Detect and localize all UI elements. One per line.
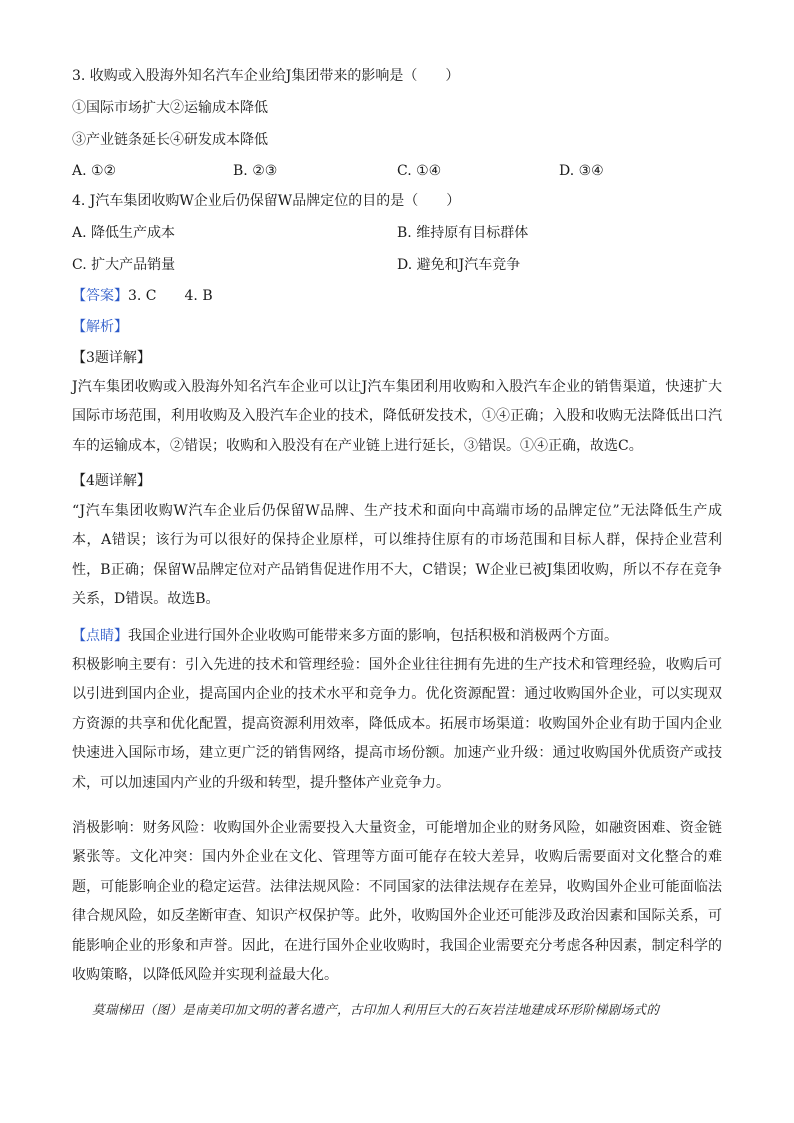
detail-4-body: “J汽车集团收购W汽车企业后仍保留W品牌、生产技术和面向中高端市场的品牌定位”无法降低生产成本，A错误；该行为可以很好的保持企业原样，可以维持住原有的市场范围和目标人群，保持企业营利性，B正确；保留W品牌定位对产品销售促进作用不大，C错误；W企业已被J集团收购，所以不存在竞争关系，D错误。故选B。 <box>72 503 722 608</box>
comment-label: 【点睛】 <box>72 628 128 644</box>
question-4-stem: 4. J汽车集团收购W企业后仍保留W品牌定位的目的是（ ） <box>72 193 461 209</box>
comment-line <box>72 626 618 646</box>
question-3-statement-line-1: ①国际市场扩大②运输成本降低 <box>72 100 268 116</box>
detail-3-body: J汽车集团收购或入股海外知名汽车企业可以让J汽车集团利用收购和入股汽车企业的销售渠道，快速扩大国际市场范围，利用收购及入股汽车企业的技术，降低研发技术，①④正确；入股和收购无法降低出口汽车的运输成本，②错误；收购和入股没有在产业链上进行延长，③错误。①④正确，故选C。 <box>72 379 722 454</box>
answer-line <box>72 286 213 306</box>
question-3-option-d: D. ③④ <box>559 163 604 179</box>
detail-4-heading: 【4题详解】 <box>72 473 151 489</box>
next-material-intro: 莫瑞梯田（图）是南美印加文明的著名遗产，古印加人利用巨大的石灰岩洼地建成环形阶梯剧场式的 <box>92 1002 660 1017</box>
comment-negative-paragraph: 消极影响：财务风险：收购国外企业需要投入大量资金，可能增加企业的财务风险，如融资困难、资金链紧张等。文化冲突：国内外企业在文化、管理等方面可能存在较大差异，收购后需要面对文化整合的难题，可能影响企业的稳定运营。法律法规风险：不同国家的法律法规存在差异，收购国外企业可能面临法律合规风险，如反垄断审查、知识产权保护等。此外，收购国外企业还可能涉及政治因素和国际关系，可能影响企业的形象和声誉。因此，在进行国外企业收购时，我国企业需要充分考虑各种因素，制定科学的收购策略，以降低风险并实现利益最大化。 <box>72 820 722 984</box>
question-4-option-d: D. 避免和J汽车竞争 <box>397 257 521 273</box>
answer-label: 【答案】 <box>72 288 128 304</box>
question-3-stem: 3. 收购或入股海外知名汽车企业给J集团带来的影响是（ ） <box>72 68 460 84</box>
question-4-option-a: A. 降低生产成本 <box>72 225 176 241</box>
question-3-statement-line-2: ③产业链条延长④研发成本降低 <box>72 132 268 148</box>
question-3-option-a: A. ①② <box>72 163 117 179</box>
analysis-label: 【解析】 <box>72 319 128 335</box>
answer-text: 3. C 4. B <box>128 288 213 304</box>
comment-intro: 我国企业进行国外企业收购可能带来多方面的影响，包括积极和消极两个方面。 <box>128 628 618 644</box>
question-4-option-b: B. 维持原有目标群体 <box>397 225 529 241</box>
question-3-option-c: C. ①④ <box>397 163 442 179</box>
detail-3-heading: 【3题详解】 <box>72 350 151 366</box>
comment-positive-paragraph: 积极影响主要有：引入先进的技术和管理经验：国外企业往往拥有先进的生产技术和管理经验，收购后可以引进到国内企业，提高国内企业的技术水平和竞争力。优化资源配置：通过收购国外企业，可以实现双方资源的共享和优化配置，提高资源利用效率，降低成本。拓展市场渠道：收购国外企业有助于国内企业快速进入国际市场，建立更广泛的销售网络，提高市场份额。加速产业升级：通过收购国外优质资产或技术，可以加速国内产业的升级和转型，提升整体产业竞争力。 <box>72 657 722 791</box>
question-4-option-c: C. 扩大产品销量 <box>72 257 176 273</box>
question-3-option-b: B. ②③ <box>233 163 278 179</box>
